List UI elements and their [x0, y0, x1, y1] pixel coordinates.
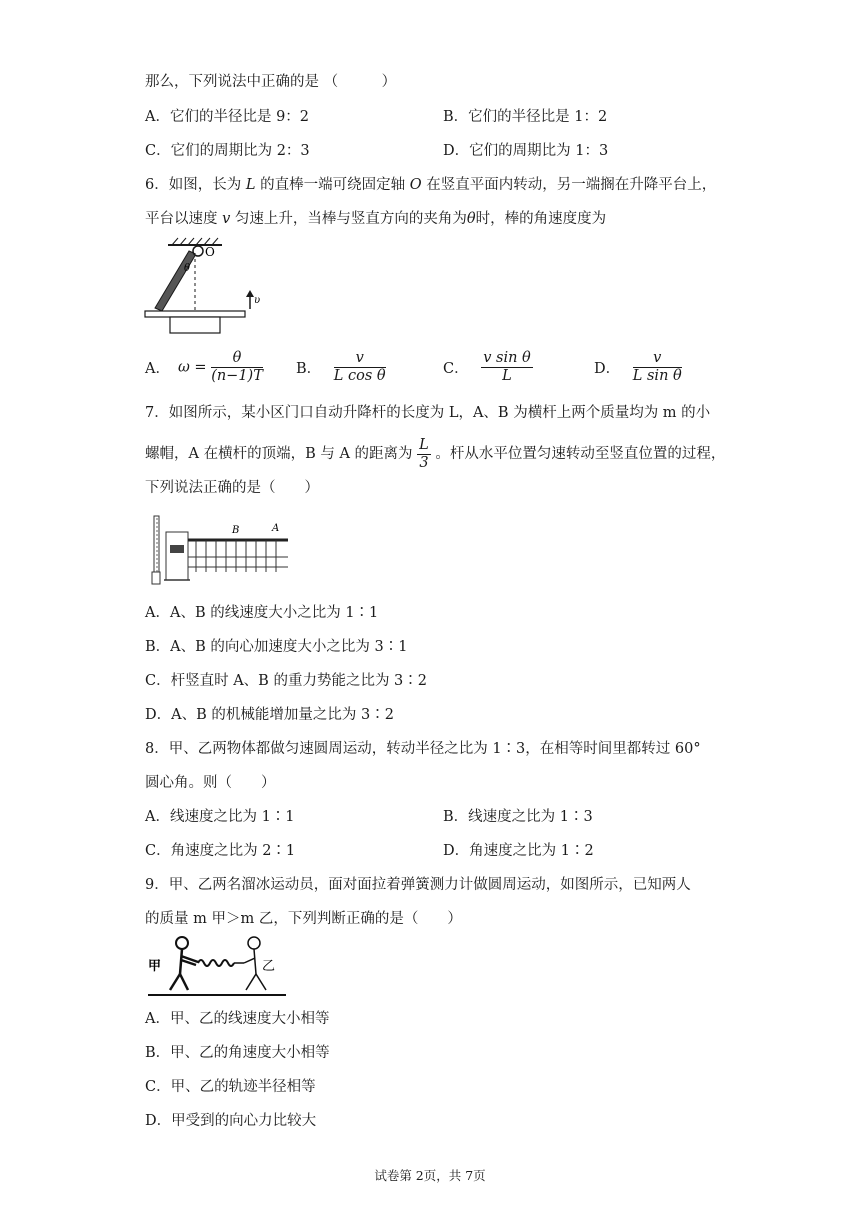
q7-stem-line1: 7．如图所示，某小区门口自动升降杆的长度为 L，A、B 为横杆上两个质量均为 m 的小: [145, 405, 711, 421]
q6-theta-label: θ: [184, 263, 191, 274]
q7-option-a: A．A、B 的线速度大小之比为 1∶1: [145, 605, 379, 621]
q7-option-b: B．A、B 的向心加速度大小之比为 3∶1: [145, 639, 408, 655]
q7-stem-line3: 下列说法正确的是（ ）: [145, 480, 319, 496]
q6-option-b: B． $\frac{v}{\text{L cos θ}}$: [296, 350, 386, 384]
q6-stem-line1: 6．如图，长为 L 的直棒一端可绕固定轴 O 在竖直平面内转动，另一端搁在升降平台上，: [145, 177, 717, 193]
q6-option-a: A． ω = $\frac{\theta}{(n-1)T}$: [145, 350, 263, 384]
q6-rod-diagram: [140, 235, 260, 340]
q8-stem-line1: 8．甲、乙两物体都做匀速圆周运动，转动半径之比为 1∶3，在相等时间里都转过 60°: [145, 741, 701, 757]
q9-option-b: B．甲、乙的角速度大小相等: [145, 1045, 330, 1061]
q6-option-d: D． $\frac{v}{\text{L sin θ}}$: [594, 350, 682, 384]
q9-skaters-diagram: [146, 932, 294, 1000]
q7-option-c: C．杆竖直时 A、B 的重力势能之比为 3∶2: [145, 673, 427, 689]
q5-option-a: A．它们的半径比是 9：2: [145, 109, 310, 125]
q9-option-c: C．甲、乙的轨迹半径相等: [145, 1079, 316, 1095]
q9-option-a: A．甲、乙的线速度大小相等: [145, 1011, 330, 1027]
q8-option-a: A．线速度之比为 1∶1: [145, 809, 295, 825]
q5-option-d: D．它们的周期比为 1：3: [443, 143, 609, 159]
page-footer: 试卷第 2页，共 7页: [374, 1168, 486, 1183]
q9-skater-jia-label: 甲: [148, 959, 162, 974]
q8-stem-line2: 圆心角。则（ ）: [145, 775, 276, 791]
q5-option-b: B．它们的半径比是 1：2: [443, 109, 608, 125]
q9-stem-line2: 的质量 m 甲＞m 乙，下列判断正确的是（ ）: [145, 911, 462, 927]
q7-barrier-gate-diagram: [148, 510, 298, 590]
q7-option-d: D．A、B 的机械能增加量之比为 3∶2: [145, 707, 394, 723]
q7-stem-line2: 螺帽，A 在横杆的顶端，B 与 A 的距离为 $\frac{L}{3}$ 。杆从水平位置匀速转动至竖直位置的过程，: [145, 436, 726, 471]
q7-point-a-label: A: [272, 523, 280, 534]
q9-option-d: D．甲受到的向心力比较大: [145, 1113, 317, 1129]
q6-velocity-label: υ: [254, 295, 260, 306]
q8-option-d: D．角速度之比为 1∶2: [443, 843, 594, 859]
q5-intro: 那么，下列说法中正确的是 （ ）: [145, 74, 397, 90]
q6-stem-line2: 平台以速度 v 匀速上升，当棒与竖直方向的夹角为θ时，棒的角速度度为: [145, 211, 607, 227]
q9-skater-yi-label: 乙: [262, 959, 276, 974]
q5-option-c: C．它们的周期比为 2：3: [145, 143, 310, 159]
q8-option-b: B．线速度之比为 1∶3: [443, 809, 593, 825]
q7-point-b-label: B: [232, 525, 240, 536]
q9-stem-line1: 9．甲、乙两名溜冰运动员，面对面拉着弹簧测力计做圆周运动，如图所示，已知两人: [145, 877, 691, 893]
q8-option-c: C．角速度之比为 2∶1: [145, 843, 296, 859]
q6-axis-label: O: [205, 245, 215, 259]
q6-option-c: C． $\frac{\text{v sin θ}}{L}$: [443, 350, 531, 384]
